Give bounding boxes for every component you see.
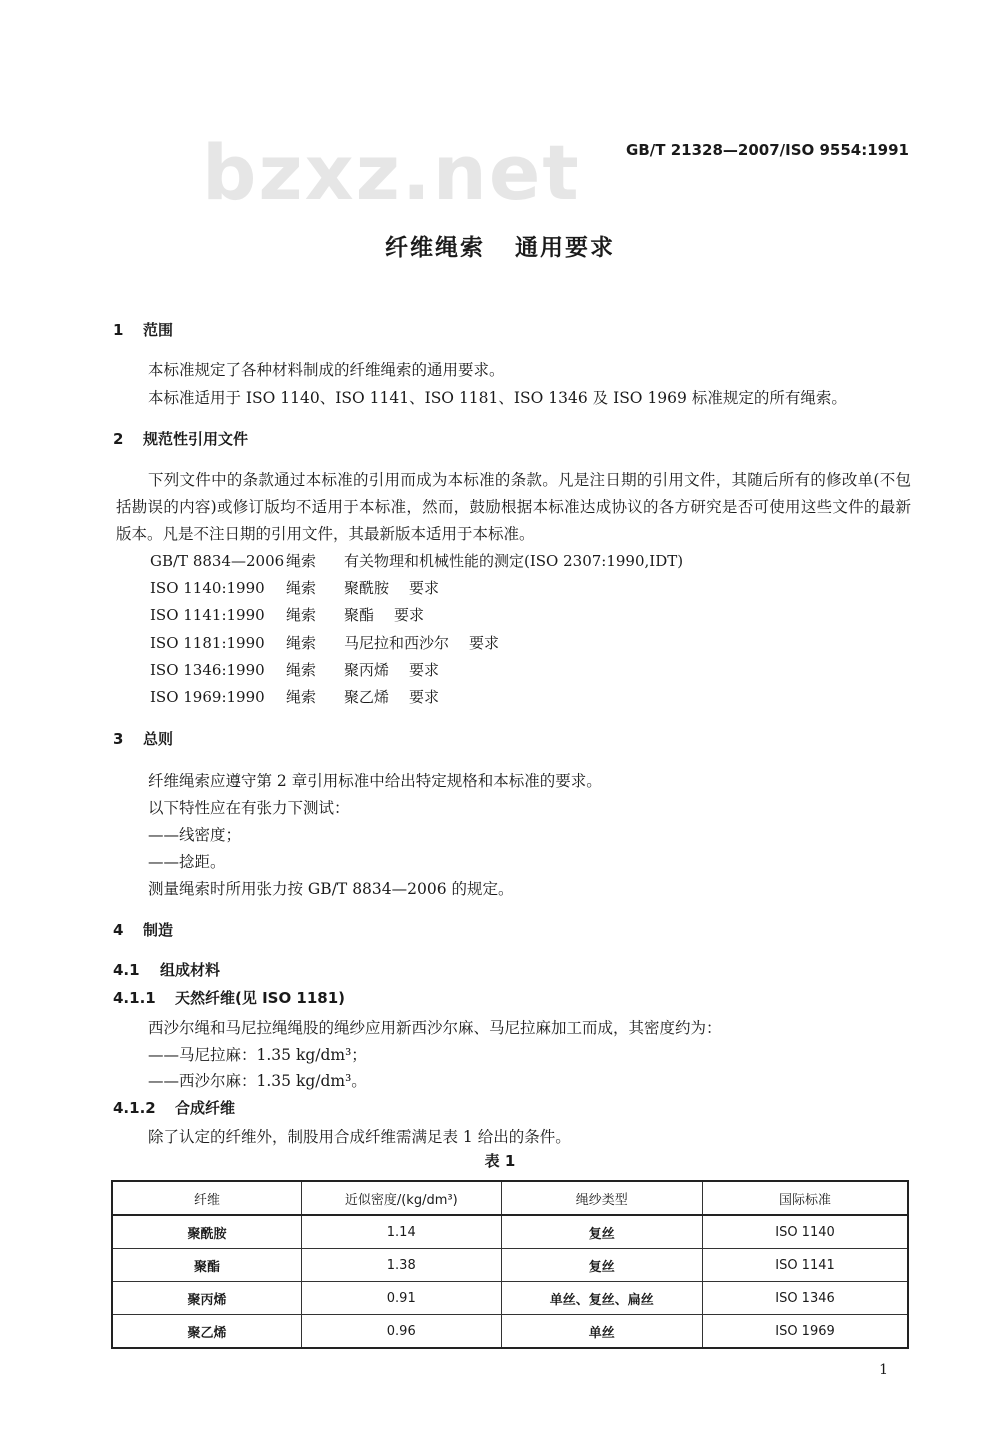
- cell-fiber: 聚丙烯: [112, 1282, 301, 1315]
- s1-paragraph-1: 本标准规定了各种材料制成的纤维绳索的通用要求。: [148, 361, 505, 379]
- section-4-1-heading: [113, 959, 220, 980]
- reference-item: ISO 1181:1990 绳索 马尼拉和西沙尔 要求: [150, 634, 500, 652]
- s3-paragraph-3: 测量绳索时所用张力按 GB/T 8834—2006 的规定。: [148, 880, 514, 898]
- header-density: 近似密度/(kg/dm³): [301, 1181, 501, 1215]
- cell-density: 1.38: [301, 1249, 501, 1282]
- title-part-1: 纤维绳索: [385, 235, 485, 261]
- section-number: 4.1: [113, 961, 140, 979]
- section-number: 4: [113, 921, 124, 939]
- table-row: [112, 1282, 908, 1315]
- table-row: [112, 1249, 908, 1282]
- reference-item: ISO 1346:1990 绳索 聚丙烯 要求: [150, 661, 440, 679]
- cell-standard: ISO 1346: [703, 1282, 908, 1315]
- section-3-heading: [113, 728, 173, 749]
- s1-paragraph-2: 本标准适用于 ISO 1140、ISO 1141、ISO 1181、ISO 1346 及 ISO 1969 标准规定的所有绳索。: [148, 389, 847, 407]
- section-number: 4.1.2: [113, 1099, 156, 1117]
- header-standard: 国际标准: [703, 1181, 908, 1215]
- s2-paragraph: 下列文件中的条款通过本标准的引用而成为本标准的条款。凡是注日期的引用文件，其随后所有的修改单(不包括勘误的内容)或修订版均不适用于本标准，然而，鼓励根据本标准达成协议的各方研究是否可使用这些文件的最新版本。凡是不注日期的引用文件，其最新版本适用于本标准。: [116, 471, 911, 543]
- header-yarn-type: 绳纱类型: [501, 1181, 702, 1215]
- section-number: 3: [113, 730, 124, 748]
- section-4-1-1-heading: [113, 987, 345, 1008]
- cell-fiber: 聚酯: [112, 1249, 301, 1282]
- header-fiber: 纤维: [112, 1181, 301, 1215]
- cell-yarn-type: 复丝: [501, 1249, 702, 1282]
- s3-paragraph-2: 以下特性应在有张力下测试：: [148, 799, 350, 817]
- table-row: [112, 1315, 908, 1349]
- s3-paragraph-1: 纤维绳索应遵守第 2 章引用标准中给出特定规格和本标准的要求。: [148, 772, 602, 790]
- cell-density: 1.14: [301, 1215, 501, 1249]
- cell-standard: ISO 1141: [703, 1249, 908, 1282]
- reference-item: ISO 1141:1990 绳索 聚酯 要求: [150, 606, 425, 624]
- section-title: 制造: [143, 921, 174, 939]
- section-title: 规范性引用文件: [143, 430, 249, 448]
- section-number: 1: [113, 321, 124, 339]
- table-header-row: [112, 1181, 908, 1215]
- cell-standard: ISO 1969: [703, 1315, 908, 1349]
- section-2-heading: [113, 428, 248, 449]
- cell-yarn-type: 复丝: [501, 1215, 702, 1249]
- s411-list-item: ——马尼拉麻：1.35 kg/dm³；: [148, 1046, 367, 1064]
- page-number: 1: [879, 1362, 888, 1378]
- s411-list-item: ——西沙尔麻：1.35 kg/dm³。: [148, 1072, 367, 1090]
- reference-item: ISO 1140:1990 绳索 聚酰胺 要求: [150, 579, 440, 597]
- section-title: 组成材料: [160, 961, 221, 979]
- section-1-heading: [113, 319, 173, 340]
- section-title: 天然纤维(见 ISO 1181): [175, 989, 346, 1007]
- section-title: 范围: [143, 321, 174, 339]
- document-title: [0, 229, 1000, 262]
- reference-item: ISO 1969:1990 绳索 聚乙烯 要求: [150, 688, 440, 706]
- cell-standard: ISO 1140: [703, 1215, 908, 1249]
- cell-fiber: 聚乙烯: [112, 1315, 301, 1349]
- section-4-1-2-heading: [113, 1097, 235, 1118]
- s3-list-item: ——线密度；: [148, 826, 242, 844]
- section-title: 合成纤维: [175, 1099, 236, 1117]
- cell-density: 0.96: [301, 1315, 501, 1349]
- watermark: bzxz.net: [202, 128, 581, 217]
- reference-item: GB/T 8834—2006 绳索 有关物理和机械性能的测定(ISO 2307:1990,IDT): [150, 552, 684, 570]
- section-number: 2: [113, 430, 124, 448]
- section-4-heading: [113, 919, 173, 940]
- section-title: 总则: [143, 730, 174, 748]
- section-number: 4.1.1: [113, 989, 156, 1007]
- s3-list-item: ——捻距。: [148, 853, 226, 871]
- cell-fiber: 聚酰胺: [112, 1215, 301, 1249]
- s411-paragraph: 西沙尔绳和马尼拉绳绳股的绳纱应用新西沙尔麻、马尼拉麻加工而成，其密度约为：: [148, 1019, 722, 1037]
- s412-paragraph: 除了认定的纤维外，制股用合成纤维需满足表 1 给出的条件。: [148, 1128, 571, 1146]
- cell-density: 0.91: [301, 1282, 501, 1315]
- table-caption: 表 1: [484, 1152, 516, 1170]
- title-part-2: 通用要求: [515, 235, 615, 261]
- fiber-table: [111, 1180, 909, 1349]
- cell-yarn-type: 单丝: [501, 1315, 702, 1349]
- standard-code: GB/T 21328—2007/ISO 9554:1991: [626, 141, 909, 159]
- cell-yarn-type: 单丝、复丝、扁丝: [501, 1282, 702, 1315]
- table-row: [112, 1215, 908, 1249]
